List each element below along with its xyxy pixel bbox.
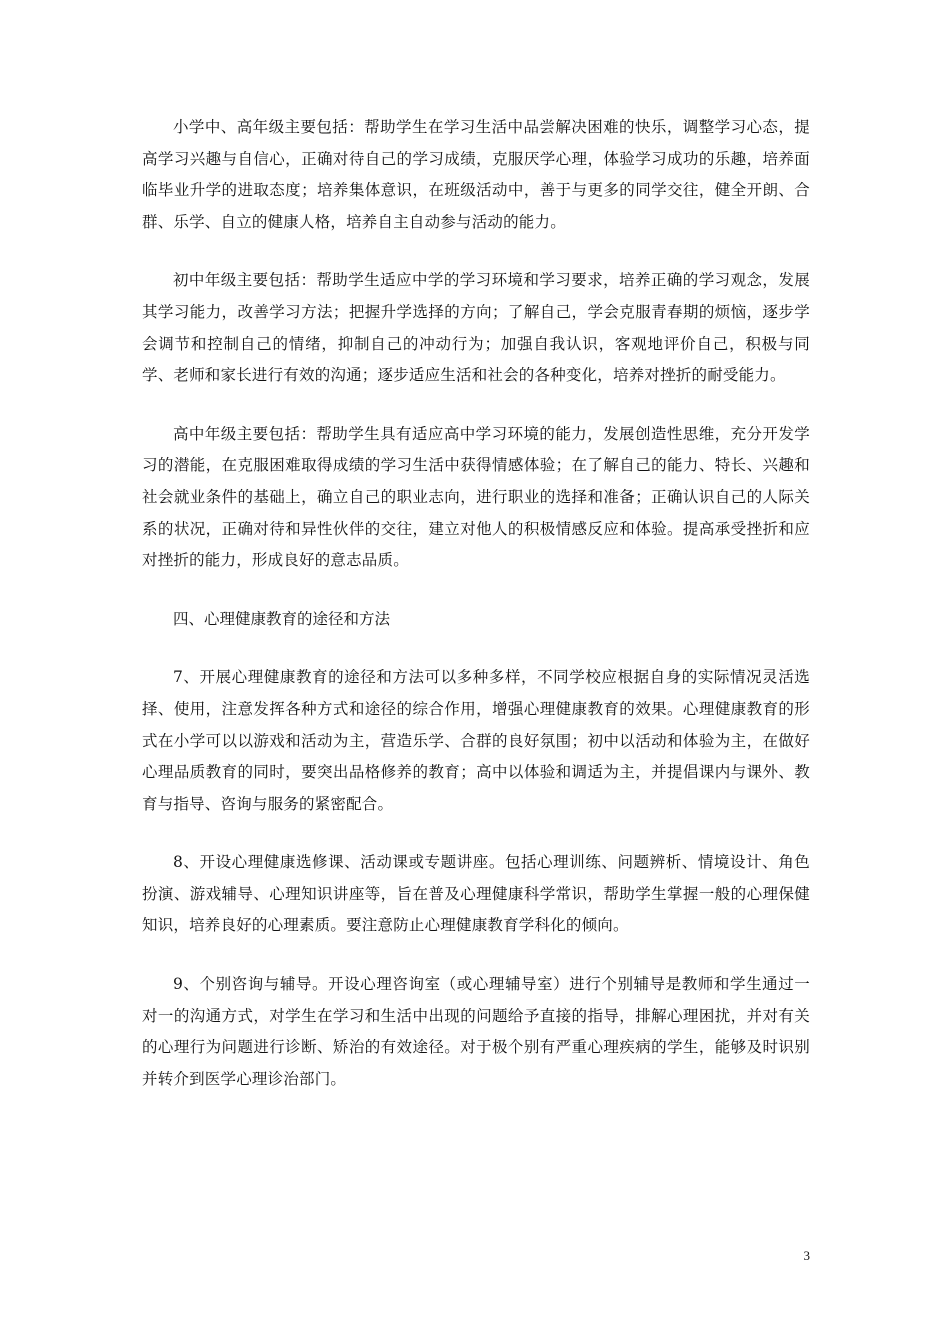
item-8-paragraph: 8、开设心理健康选修课、活动课或专题讲座。包括心理训练、问题辨析、情境设计、角色扮演、游戏辅导、心理知识讲座等，旨在普及心理健康科学常识，帮助学生掌握一般的心理保健知识，培养良好的心理素质。要注意防止心理健康教育学科化的倾向。 <box>142 853 810 935</box>
paragraph-primary-upper-grades: 小学中、高年级主要包括：帮助学生在学习生活中品尝解决困难的快乐，调整学习心态，提高学习兴趣与自信心，正确对待自己的学习成绩，克服厌学心理，体验学习成功的乐趣，培养面临毕业升学的进取态度；培养集体意识，在班级活动中，善于与更多的同学交往，健全开朗、合群、乐学、自立的健康人格，培养自主自动参与活动的能力。 <box>142 118 810 231</box>
page-body <box>142 112 810 1122</box>
paragraph-junior-high: 初中年级主要包括：帮助学生适应中学的学习环境和学习要求，培养正确的学习观念，发展其学习能力，改善学习方法；把握升学选择的方向；了解自己，学会克服青春期的烦恼，逐步学会调节和控制自己的情绪，抑制自己的冲动行为；加强自我认识，客观地评价自己，积极与同学、老师和家长进行有效的沟通；逐步适应生活和社会的各种变化，培养对挫折的耐受能力。 <box>142 271 810 385</box>
paragraph-senior-high: 高中年级主要包括：帮助学生具有适应高中学习环境的能力，发展创造性思维，充分开发学习的潜能，在克服困难取得成绩的学习生活中获得情感体验；在了解自己的能力、特长、兴趣和社会就业条件的基础上，确立自己的职业志向，进行职业的选择和准备；正确认识自己的人际关系的状况，正确对待和异性伙伴的交往，建立对他人的积极情感反应和体验。提高承受挫折和应对挫折的能力，形成良好的意志品质。 <box>142 424 810 570</box>
item-7-paragraph: 7、开展心理健康教育的途径和方法可以多种多样，不同学校应根据自身的实际情况灵活选择、使用，注意发挥各种方式和途径的综合作用，增强心理健康教育的效果。心理健康教育的形式在小学可以以游戏和活动为主，营造乐学、合群的良好氛围；初中以活动和体验为主，在做好心理品质教育的同时，要突出品格修养的教育；高中以体验和调适为主，并提倡课内与课外、教育与指导、咨询与服务的紧密配合。 <box>142 668 810 813</box>
page-number: 3 <box>803 1248 810 1263</box>
section-heading: 四、心理健康教育的途径和方法 <box>173 609 391 628</box>
item-9-paragraph: 9、个别咨询与辅导。开设心理咨询室（或心理辅导室）进行个别辅导是教师和学生通过一对一的沟通方式，对学生在学习和生活中出现的问题给予直接的指导，排解心理困扰，并对有关的心理行为问题进行诊断、矫治的有效途径。对于极个别有严重心理疾病的学生，能够及时识别并转介到医学心理诊治部门。 <box>142 975 810 1088</box>
